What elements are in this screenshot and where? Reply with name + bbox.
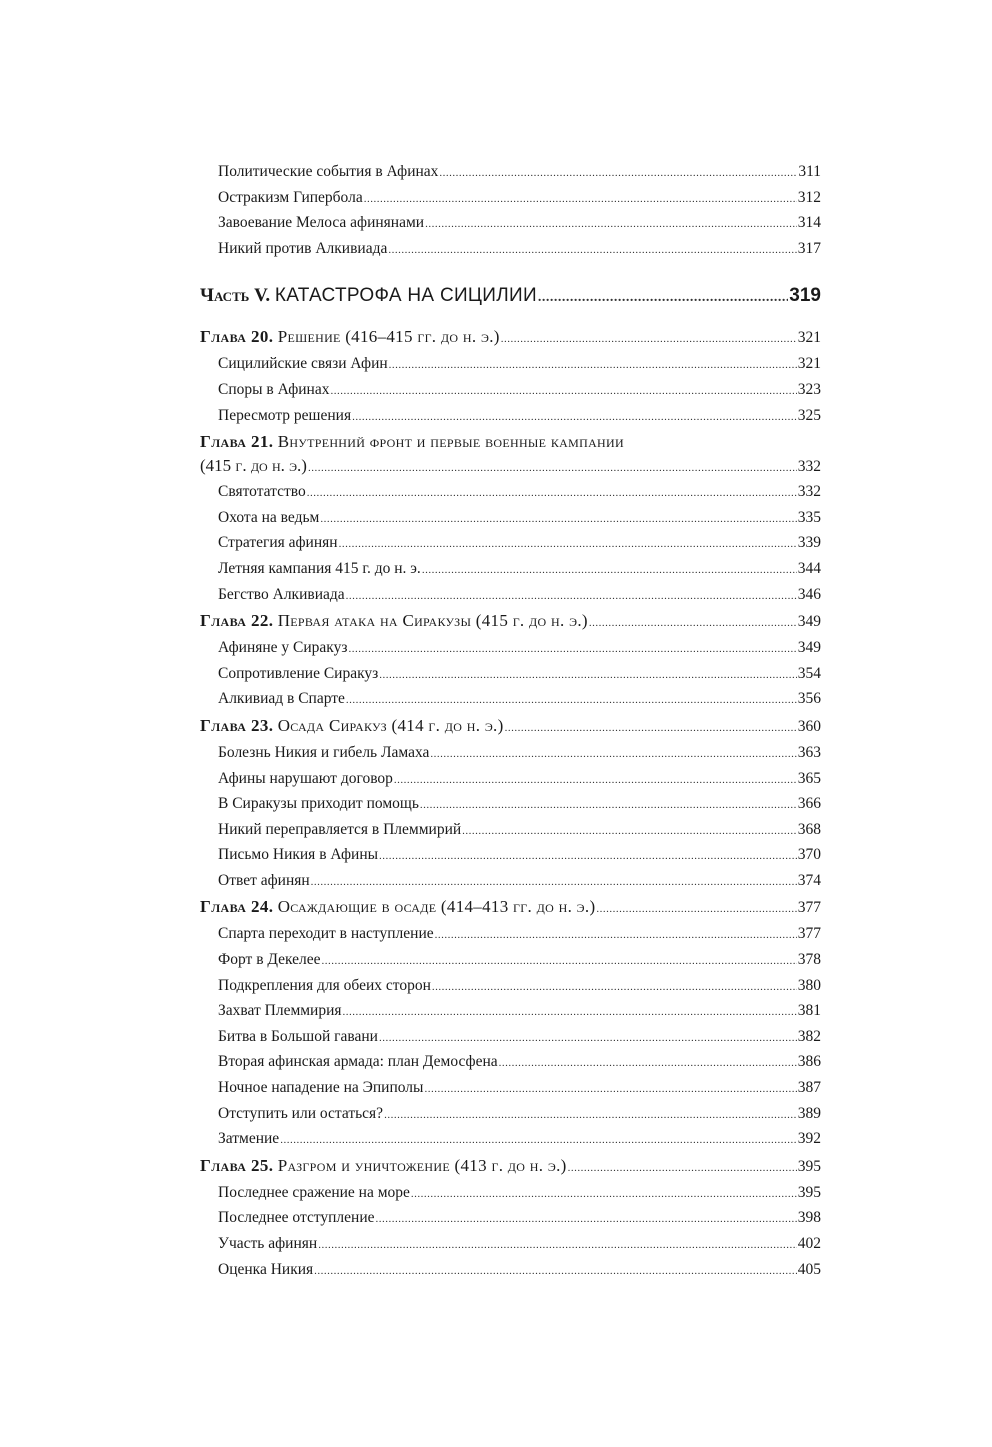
chapter-heading[interactable] (200, 1153, 821, 1181)
chapter-label: Глава 22. (200, 611, 274, 631)
chapter-label: Глава 21. (200, 432, 274, 452)
entry-title: Ночное нападение на Эпиполы (218, 1079, 424, 1097)
toc-entry[interactable] (200, 237, 821, 263)
leader-dots (346, 585, 797, 609)
chapter-heading-line2[interactable] (200, 454, 821, 480)
leader-dots (501, 327, 797, 352)
page-number: 382 (797, 1027, 821, 1045)
entry-title: Битва в Большой гавани (218, 1027, 378, 1045)
page-number: 354 (797, 664, 821, 682)
page-number: 386 (797, 1053, 821, 1071)
chapter-heading[interactable] (200, 608, 821, 636)
page-number: 377 (797, 899, 821, 917)
chapter-label: Глава 24. (200, 897, 274, 917)
toc-entry[interactable] (200, 583, 821, 609)
toc-entry[interactable] (200, 1127, 821, 1153)
page-number: 356 (797, 690, 821, 708)
leader-dots (330, 380, 796, 404)
toc-entry[interactable] (200, 1025, 821, 1051)
chapter-title: Внутренний фронт и первые военные кампании (277, 432, 624, 452)
toc-entry[interactable] (200, 352, 821, 378)
page-number: 312 (797, 188, 821, 206)
page-number: 363 (797, 743, 821, 761)
leader-dots (394, 769, 797, 793)
toc-entry[interactable] (200, 948, 821, 974)
leader-dots (322, 950, 797, 974)
leader-dots (318, 1234, 797, 1258)
page-number: 319 (789, 285, 821, 307)
toc-entry[interactable] (200, 999, 821, 1025)
toc-entry[interactable] (200, 741, 821, 767)
entry-title: Афиняне у Сиракуз (218, 639, 348, 657)
entry-title: Бегство Алкивиада (218, 585, 345, 603)
chapter-title: Разгром и уничтожение (413 г. до н. э.) (277, 1155, 567, 1175)
page-number: 389 (797, 1104, 821, 1122)
page-number: 366 (797, 795, 821, 813)
leader-dots (376, 1208, 797, 1232)
chapter-heading[interactable] (200, 713, 821, 741)
page-number: 398 (797, 1209, 821, 1227)
entry-title: Споры в Афинах (218, 380, 330, 398)
pre-entries (200, 160, 821, 262)
page-number: 395 (797, 1183, 821, 1201)
leader-dots (568, 1156, 797, 1181)
leader-dots (339, 533, 797, 557)
page-number: 317 (797, 239, 821, 257)
toc-entry[interactable] (200, 869, 821, 895)
leader-dots (349, 638, 797, 662)
leader-dots (439, 162, 797, 186)
page-number: 321 (797, 355, 821, 373)
chapter-heading[interactable] (200, 324, 821, 352)
page-number: 323 (797, 380, 821, 398)
toc-entry[interactable] (200, 636, 821, 662)
entry-title: Святотатство (218, 483, 306, 501)
toc-entry[interactable] (200, 1258, 821, 1284)
entry-title: Подкрепления для обеих сторон (218, 976, 431, 994)
chapter-group-23 (200, 713, 821, 895)
entry-title: Стратегия афинян (218, 534, 338, 552)
leader-dots (364, 188, 797, 212)
page-number: 349 (797, 639, 821, 657)
entry-title: Ответ афинян (218, 871, 310, 889)
chapter-title: Осаждающие в осаде (414–413 гг. до н. э.) (277, 897, 596, 917)
part-title: КАТАСТРОФА НА СИЦИЛИИ (274, 285, 537, 307)
toc-entry[interactable] (200, 843, 821, 869)
page-number: 378 (797, 951, 821, 969)
page-number: 377 (797, 925, 821, 943)
toc-entry[interactable] (200, 1076, 821, 1102)
toc-entry[interactable] (200, 531, 821, 557)
leader-dots (314, 1260, 797, 1284)
leader-dots (352, 406, 797, 430)
toc-entry[interactable] (200, 480, 821, 506)
leader-dots (320, 508, 796, 532)
leader-dots (308, 456, 797, 480)
toc-entry[interactable] (200, 506, 821, 532)
page-number: 311 (798, 163, 821, 180)
entry-title: Политические события в Афинах (218, 163, 439, 180)
toc-entry[interactable] (200, 922, 821, 948)
entry-title: Никий против Алкивиада (218, 239, 388, 257)
page-number: 325 (797, 406, 821, 424)
chapter-title: Осада Сиракуз (414 г. до н. э.) (277, 715, 504, 735)
toc-entry[interactable] (200, 1232, 821, 1258)
toc-entry[interactable] (200, 1206, 821, 1232)
toc-entry[interactable] (200, 186, 821, 212)
entry-title: Афины нарушают договор (218, 769, 393, 787)
toc-entry[interactable] (200, 1102, 821, 1128)
entry-title: Форт в Декелее (218, 951, 321, 969)
page-number: 387 (797, 1079, 821, 1097)
leader-dots (343, 1001, 797, 1025)
entry-title: Спарта переходит в наступление (218, 925, 434, 943)
entry-title: Сицилийские связи Афин (218, 355, 388, 373)
page-number: 374 (797, 871, 821, 889)
entry-title: В Сиракузы приходит помощь (218, 795, 419, 813)
chapter-label: Глава 25. (200, 1155, 274, 1175)
leader-dots (424, 1078, 796, 1102)
toc-entry[interactable] (200, 974, 821, 1000)
page-number: 332 (797, 458, 821, 476)
leader-dots (422, 559, 797, 583)
toc-entry[interactable] (200, 1050, 821, 1076)
entry-title: Болезнь Никия и гибель Ламаха (218, 743, 430, 761)
page-number: 380 (797, 976, 821, 994)
page-number: 365 (797, 769, 821, 787)
page-number: 339 (797, 534, 821, 552)
page-number: 314 (797, 214, 821, 232)
leader-dots (379, 664, 796, 688)
page-number: 402 (797, 1235, 821, 1252)
entry-title: Остракизм Гипербола (218, 188, 363, 206)
table-of-contents (200, 160, 821, 1283)
page-number: 381 (797, 1002, 821, 1020)
entry-title: Летняя кампания 415 г. до н. э. (218, 559, 421, 577)
leader-dots (432, 976, 797, 1000)
entry-title: Захват Племмирия (218, 1002, 342, 1020)
entry-title: Оценка Никия (218, 1260, 314, 1278)
chapter-group-25 (200, 1153, 821, 1283)
leader-dots (589, 611, 797, 636)
entry-title: Последнее отступление (218, 1209, 375, 1227)
leader-dots (505, 716, 797, 741)
chapter-title: Первая атака на Сиракузы (415 г. до н. э.) (277, 611, 588, 631)
entry-title: Участь афинян (218, 1235, 318, 1252)
chapter-heading[interactable] (200, 894, 821, 922)
leader-dots (430, 743, 796, 767)
page-number: 395 (797, 1157, 821, 1175)
leader-dots (379, 1027, 797, 1051)
page-number: 344 (797, 559, 821, 577)
page-number: 332 (797, 483, 821, 501)
entry-title: Алкивиад в Спарте (218, 690, 345, 708)
entry-title: Отступить или остаться? (218, 1104, 384, 1122)
entry-title: Затмение (218, 1130, 280, 1148)
chapter-group-21 (200, 429, 821, 608)
leader-dots (384, 1104, 797, 1128)
page-number: 346 (797, 585, 821, 603)
leader-dots (462, 820, 797, 844)
toc-entry[interactable] (200, 557, 821, 583)
leader-dots (389, 354, 797, 378)
page-number: 368 (797, 820, 821, 838)
toc-entry[interactable] (200, 767, 821, 793)
page-number: 321 (797, 329, 821, 347)
entry-title: Завоевание Мелоса афинянами (218, 214, 425, 232)
page-number: 335 (797, 508, 821, 526)
chapter-group-24 (200, 894, 821, 1152)
chapter-heading-line1[interactable] (200, 429, 821, 454)
entry-title: Охота на ведьм (218, 508, 320, 526)
page-number: 370 (797, 846, 821, 864)
leader-dots (307, 482, 797, 506)
toc-entry[interactable] (200, 404, 821, 430)
leader-dots (280, 1129, 797, 1153)
leader-dots (388, 239, 796, 263)
toc-entry[interactable] (200, 792, 821, 818)
chapter-group-22 (200, 608, 821, 713)
leader-dots (346, 689, 797, 713)
part-label: Часть V. (200, 285, 271, 307)
chapter-label: Глава 23. (200, 715, 274, 735)
part-heading[interactable] (200, 282, 821, 312)
toc-entry[interactable] (200, 687, 821, 713)
leader-dots (411, 1183, 797, 1207)
entry-title: Пересмотр решения (218, 406, 352, 424)
toc-entry[interactable] (200, 211, 821, 237)
leader-dots (420, 794, 797, 818)
entry-title: Сопротивление Сиракуз (218, 664, 379, 682)
entry-title: Никий переправляется в Племмирий (218, 820, 462, 838)
leader-dots (435, 924, 797, 948)
leader-dots (379, 845, 797, 869)
page-number: 405 (797, 1260, 821, 1278)
toc-entry[interactable] (200, 160, 821, 186)
page-number: 360 (797, 717, 821, 735)
chapter-title-continued: (415 г. до н. э.) (200, 456, 307, 476)
leader-dots (538, 284, 788, 312)
leader-dots (596, 897, 796, 922)
page-number: 349 (797, 613, 821, 631)
toc-entry[interactable] (200, 378, 821, 404)
leader-dots (499, 1052, 797, 1076)
chapter-label: Глава 20. (200, 327, 274, 347)
leader-dots (425, 213, 797, 237)
chapter-group-20 (200, 324, 821, 429)
leader-dots (311, 871, 797, 895)
toc-entry[interactable] (200, 818, 821, 844)
toc-entry[interactable] (200, 1181, 821, 1207)
entry-title: Последнее сражение на море (218, 1183, 410, 1201)
entry-title: Вторая афинская армада: план Демосфена (218, 1053, 498, 1071)
chapter-title: Решение (416–415 гг. до н. э.) (277, 327, 500, 347)
toc-entry[interactable] (200, 662, 821, 688)
entry-title: Письмо Никия в Афины (218, 846, 379, 864)
page-number: 392 (797, 1130, 821, 1148)
